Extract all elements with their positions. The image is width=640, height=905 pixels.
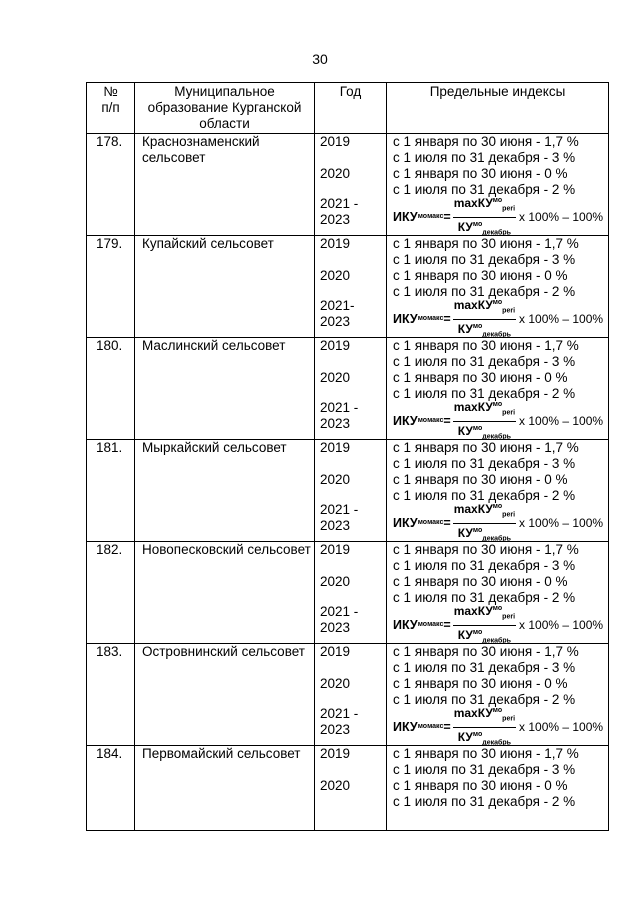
formula-numerator xyxy=(453,194,516,217)
index-line: с 1 января по 30 июня - 1,7 % xyxy=(393,440,579,455)
formula-den-sub: декабрь xyxy=(482,432,511,440)
year-label: 2023 xyxy=(320,722,351,737)
index-line: с 1 января по 30 июня - 1,7 % xyxy=(393,236,579,251)
year-label: 2021 - xyxy=(320,706,359,721)
year-label: 2020 xyxy=(320,472,351,487)
index-line: с 1 января по 30 июня - 0 % xyxy=(393,370,568,385)
year-spacer xyxy=(320,590,386,604)
row-number: 183. xyxy=(87,644,135,746)
year-label: 2019 xyxy=(320,644,351,659)
row-number: 184. xyxy=(87,746,135,831)
index-line: с 1 июля по 31 декабря - 3 % xyxy=(393,660,576,675)
years-cell xyxy=(315,644,387,746)
indices-cell xyxy=(387,542,609,644)
index-line: с 1 июля по 31 декабря - 3 % xyxy=(393,762,576,777)
formula-lhs: ИКУ xyxy=(393,414,418,428)
formula-num-sub: peri xyxy=(502,205,516,213)
year-spacer xyxy=(320,252,386,268)
municipality-name: Островнинский сельсовет xyxy=(135,644,315,746)
year-label: 2020 xyxy=(320,268,351,283)
table-row xyxy=(87,542,609,644)
years-cell xyxy=(315,338,387,440)
formula-numerator xyxy=(453,704,516,727)
municipality-name: Купайский сельсовет xyxy=(135,236,315,338)
row-number: 178. xyxy=(87,134,135,236)
row-number: 179. xyxy=(87,236,135,338)
year-label: 2020 xyxy=(320,370,351,385)
table-row xyxy=(87,440,609,542)
formula-num-main: maxКУ xyxy=(453,400,493,415)
year-spacer xyxy=(320,284,386,298)
indices-cell xyxy=(387,338,609,440)
index-line: с 1 января по 30 июня - 0 % xyxy=(393,166,568,181)
formula-lhs: ИКУ xyxy=(393,210,418,224)
year-label: 2020 xyxy=(320,166,351,181)
formula-num-sup: мо xyxy=(492,503,503,511)
formula-lhs-sup: мо xyxy=(417,315,428,322)
year-spacer xyxy=(320,558,386,574)
year-spacer xyxy=(320,762,386,778)
index-line: с 1 июля по 31 декабря - 3 % xyxy=(393,252,576,267)
formula-lhs: ИКУ xyxy=(393,312,418,326)
formula-num-sub: peri xyxy=(502,715,516,723)
formula-num-sub: peri xyxy=(502,307,516,315)
formula-num-main: maxКУ xyxy=(453,196,493,211)
formula-lhs: ИКУ xyxy=(393,516,418,530)
formula-fraction xyxy=(453,602,516,648)
index-line: с 1 июля по 31 декабря - 2 % xyxy=(393,590,576,605)
municipality-name: Мыркайский сельсовет xyxy=(135,440,315,542)
formula-equals: = xyxy=(443,516,451,530)
formula-den-sup: мо xyxy=(472,424,483,432)
index-line: с 1 июля по 31 декабря - 3 % xyxy=(393,354,576,369)
formula-rest: x 100% – 100% xyxy=(519,414,604,428)
municipality-name: Новопесковский сельсовет xyxy=(135,542,315,644)
year-spacer xyxy=(320,150,386,166)
year-label: 2019 xyxy=(320,236,351,251)
year-label: 2021 - xyxy=(320,502,359,517)
header-indices: Предельные индексы xyxy=(387,83,609,134)
formula-num-main: maxКУ xyxy=(453,604,493,619)
year-label: 2023 xyxy=(320,314,351,329)
index-formula xyxy=(393,400,608,440)
index-line: с 1 января по 30 июня - 0 % xyxy=(393,778,568,793)
years-cell xyxy=(315,542,387,644)
index-line: с 1 января по 30 июня - 0 % xyxy=(393,268,568,283)
formula-lhs-sub: макс xyxy=(427,723,444,730)
index-formula xyxy=(393,706,608,746)
formula-lhs: ИКУ xyxy=(393,720,418,734)
year-label: 2019 xyxy=(320,440,351,455)
formula-equals: = xyxy=(443,210,451,224)
table-body xyxy=(87,134,609,831)
years-cell xyxy=(315,134,387,236)
index-line: с 1 января по 30 июня - 1,7 % xyxy=(393,134,579,149)
formula-num-sub: peri xyxy=(502,613,516,621)
formula-num-main: maxКУ xyxy=(453,706,493,721)
page-number: 30 xyxy=(312,51,328,67)
formula-den-sup: мо xyxy=(472,220,483,228)
formula-lhs-sup: мо xyxy=(417,417,428,424)
year-label: 2020 xyxy=(320,676,351,691)
formula-num-sup: мо xyxy=(492,401,503,409)
index-line: с 1 января по 30 июня - 0 % xyxy=(393,676,568,691)
formula-fraction xyxy=(453,500,516,546)
formula-num-sup: мо xyxy=(492,707,503,715)
year-spacer xyxy=(320,386,386,400)
formula-num-sub: peri xyxy=(502,409,516,417)
formula-lhs-sub: макс xyxy=(427,519,444,526)
index-line: с 1 января по 30 июня - 1,7 % xyxy=(393,746,579,761)
index-formula xyxy=(393,604,608,644)
formula-lhs: ИКУ xyxy=(393,618,418,632)
index-line: с 1 июля по 31 декабря - 3 % xyxy=(393,456,576,471)
year-label: 2019 xyxy=(320,746,351,761)
year-label: 2019 xyxy=(320,338,351,353)
index-line: с 1 июля по 31 декабря - 3 % xyxy=(393,558,576,573)
table-row xyxy=(87,236,609,338)
index-formula xyxy=(393,196,608,236)
formula-den-main: КУ xyxy=(457,525,473,540)
year-label: 2021- xyxy=(320,298,355,313)
year-spacer xyxy=(320,488,386,502)
table-row xyxy=(87,338,609,440)
formula-equals: = xyxy=(443,720,451,734)
formula-den-main: КУ xyxy=(457,729,473,744)
years-cell xyxy=(315,440,387,542)
year-label: 2020 xyxy=(320,778,351,793)
indices-cell xyxy=(387,644,609,746)
tariff-index-table xyxy=(86,82,609,831)
years-cell xyxy=(315,236,387,338)
header-year: Год xyxy=(315,83,387,134)
formula-lhs-sup: мо xyxy=(417,621,428,628)
indices-cell xyxy=(387,440,609,542)
year-label: 2023 xyxy=(320,620,351,635)
formula-den-sub: декабрь xyxy=(482,228,511,236)
index-line: с 1 июля по 31 декабря - 3 % xyxy=(393,150,576,165)
row-number: 180. xyxy=(87,338,135,440)
index-formula xyxy=(393,298,608,338)
row-number: 181. xyxy=(87,440,135,542)
index-line: с 1 июля по 31 декабря - 2 % xyxy=(393,386,576,401)
formula-lhs-sup: мо xyxy=(417,723,428,730)
municipality-name: Краснознаменский сельсовет xyxy=(135,134,315,236)
year-label: 2023 xyxy=(320,518,351,533)
year-label: 2023 xyxy=(320,416,351,431)
table-row xyxy=(87,644,609,746)
year-label: 2019 xyxy=(320,134,351,149)
year-label: 2021 - xyxy=(320,604,359,619)
table-header-row xyxy=(87,83,609,134)
table-row xyxy=(87,746,609,831)
table-row xyxy=(87,134,609,236)
formula-lhs-sub: макс xyxy=(427,417,444,424)
formula-num-sub: peri xyxy=(502,511,516,519)
formula-numerator xyxy=(453,602,516,625)
index-formula xyxy=(393,502,608,542)
formula-lhs-sup: мо xyxy=(417,519,428,526)
formula-numerator xyxy=(453,296,516,319)
formula-num-main: maxКУ xyxy=(453,298,493,313)
formula-den-main: КУ xyxy=(457,423,473,438)
formula-lhs-sub: макс xyxy=(427,621,444,628)
header-municipality: Муниципальное образование Курганской области xyxy=(135,83,315,134)
year-label: 2020 xyxy=(320,574,351,589)
formula-num-sup: мо xyxy=(492,197,503,205)
years-cell xyxy=(315,746,387,831)
formula-lhs-sub: макс xyxy=(427,213,444,220)
formula-den-main: КУ xyxy=(457,219,473,234)
year-spacer xyxy=(320,660,386,676)
index-line: с 1 июля по 31 декабря - 2 % xyxy=(393,692,576,707)
formula-den-sub: декабрь xyxy=(482,636,511,644)
index-line: с 1 января по 30 июня - 1,7 % xyxy=(393,338,579,353)
indices-cell xyxy=(387,236,609,338)
year-spacer xyxy=(320,182,386,196)
formula-den-sup: мо xyxy=(472,628,483,636)
year-spacer xyxy=(320,456,386,472)
index-line: с 1 января по 30 июня - 0 % xyxy=(393,574,568,589)
index-line: с 1 июля по 31 декабря - 2 % xyxy=(393,182,576,197)
formula-rest: x 100% – 100% xyxy=(519,312,604,326)
formula-rest: x 100% – 100% xyxy=(519,210,604,224)
formula-equals: = xyxy=(443,414,451,428)
formula-rest: x 100% – 100% xyxy=(519,516,604,530)
formula-rest: x 100% – 100% xyxy=(519,720,604,734)
index-line: с 1 июля по 31 декабря - 2 % xyxy=(393,794,576,809)
municipality-name: Маслинский сельсовет xyxy=(135,338,315,440)
formula-num-sup: мо xyxy=(492,299,503,307)
index-line: с 1 января по 30 июня - 1,7 % xyxy=(393,542,579,557)
formula-den-main: КУ xyxy=(457,321,473,336)
formula-numerator xyxy=(453,398,516,421)
header-num: № п/п xyxy=(87,83,135,134)
index-line: с 1 июля по 31 декабря - 2 % xyxy=(393,284,576,299)
formula-num-main: maxКУ xyxy=(453,502,493,517)
formula-fraction xyxy=(453,194,516,240)
indices-cell xyxy=(387,134,609,236)
indices-cell xyxy=(387,746,609,831)
year-label: 2021 - xyxy=(320,196,359,211)
index-line: с 1 января по 30 июня - 1,7 % xyxy=(393,644,579,659)
municipality-name: Первомайский сельсовет xyxy=(135,746,315,831)
formula-den-sub: декабрь xyxy=(482,738,511,746)
formula-den-sup: мо xyxy=(472,730,483,738)
year-spacer xyxy=(320,354,386,370)
formula-fraction xyxy=(453,398,516,444)
formula-lhs-sup: мо xyxy=(417,213,428,220)
formula-fraction xyxy=(453,704,516,750)
row-number: 182. xyxy=(87,542,135,644)
index-line: с 1 июля по 31 декабря - 2 % xyxy=(393,488,576,503)
formula-num-sup: мо xyxy=(492,605,503,613)
formula-equals: = xyxy=(443,618,451,632)
formula-den-sub: декабрь xyxy=(482,330,511,338)
year-label: 2021 - xyxy=(320,400,359,415)
formula-den-main: КУ xyxy=(457,627,473,642)
formula-fraction xyxy=(453,296,516,342)
year-label: 2019 xyxy=(320,542,351,557)
year-spacer xyxy=(320,692,386,706)
formula-den-sup: мо xyxy=(472,322,483,330)
formula-numerator xyxy=(453,500,516,523)
formula-equals: = xyxy=(443,312,451,326)
year-label: 2023 xyxy=(320,212,351,227)
formula-den-sup: мо xyxy=(472,526,483,534)
formula-rest: x 100% – 100% xyxy=(519,618,604,632)
index-line: с 1 января по 30 июня - 0 % xyxy=(393,472,568,487)
formula-den-sub: декабрь xyxy=(482,534,511,542)
formula-lhs-sub: макс xyxy=(427,315,444,322)
